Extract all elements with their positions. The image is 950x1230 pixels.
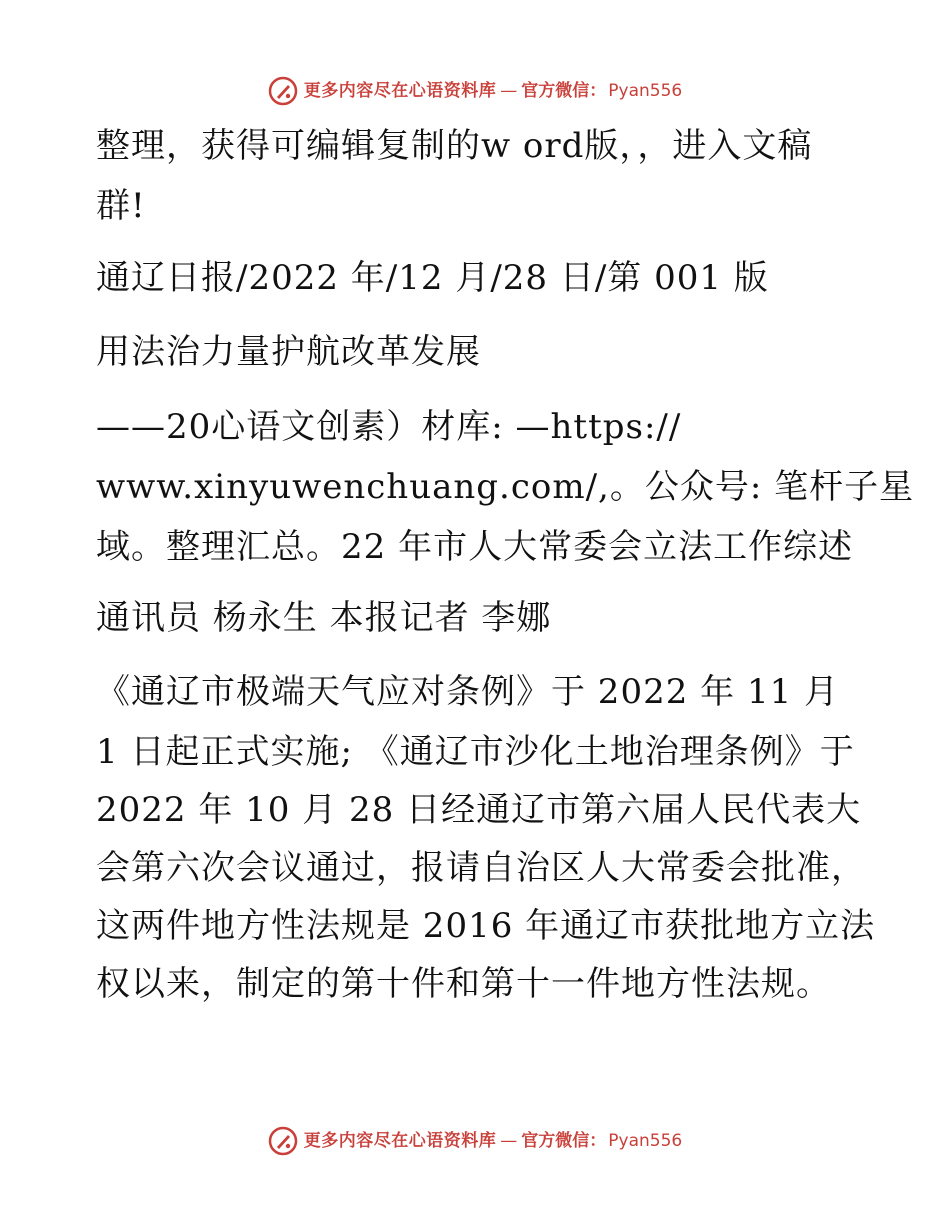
watermark-label: 官方微信： [521, 81, 607, 101]
subheadline-line-3: 域。整理汇总。22 年市人大常委会立法工作综述 [96, 527, 854, 567]
watermark-separator: — [500, 81, 518, 101]
watermark-id: Pyan556 [608, 81, 683, 101]
headline: 用法治力量护航改革发展 [96, 332, 481, 372]
watermark-text: 更多内容尽在心语资料库 [303, 1131, 497, 1151]
subheadline-line-2: www.xinyuwenchuang.com/,。公众号: 笔杆子星 [96, 467, 915, 507]
subheadline-line-1: ——20心语文创素）材库: —https:// [96, 407, 682, 447]
body-line: 《通辽市极端天气应对条例》于 2022 年 11 月 [96, 672, 840, 712]
quill-circle-icon [268, 76, 298, 106]
authors-line: 通讯员 杨永生 本报记者 李娜 [96, 598, 552, 638]
watermark-text: 更多内容尽在心语资料库 [303, 81, 497, 101]
body-line: 会第六次会议通过，报请自治区人大常委会批准， [96, 848, 866, 888]
body-line: 这两件地方性法规是 2016 年通辽市获批地方立法 [96, 906, 876, 946]
quill-circle-icon [268, 1126, 298, 1156]
watermark-label: 官方微信： [521, 1131, 607, 1151]
intro-line-1: 整理，获得可编辑复制的w ord版，，进入文稿 [96, 126, 813, 166]
body-line: 2022 年 10 月 28 日经通辽市第六届人民代表大 [96, 790, 862, 830]
byline-source: 通辽日报/2022 年/12 月/28 日/第 001 版 [96, 258, 769, 298]
intro-line-2: 群! [96, 186, 146, 226]
watermark-separator: — [500, 1131, 518, 1151]
body-line: 权以来，制定的第十件和第十一件地方性法规。 [96, 964, 831, 1004]
body-line: 1 日起正式实施; 《通辽市沙化土地治理条例》于 [96, 732, 855, 772]
watermark-id: Pyan556 [608, 1131, 683, 1151]
footer-watermark [0, 1126, 950, 1156]
header-watermark [0, 76, 950, 106]
